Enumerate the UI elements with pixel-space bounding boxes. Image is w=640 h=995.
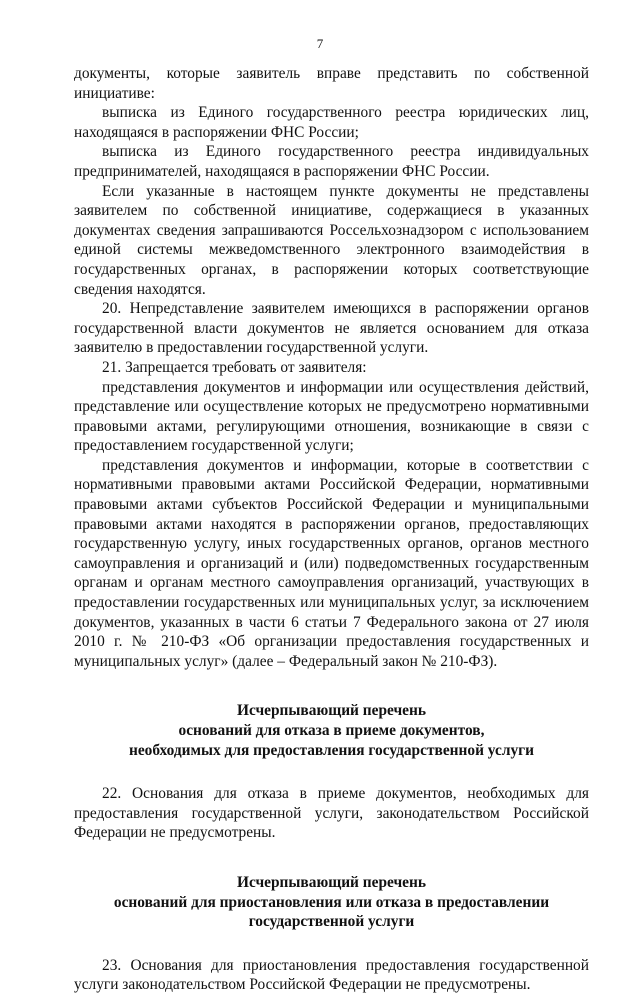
- paragraph-23: 23. Основания для приостановления предоставления государственной услуги законодательством Российской Федерации не предусмотрены.: [74, 956, 589, 994]
- spacer: [74, 843, 589, 873]
- paragraph-interagency-request: Если указанные в настоящем пункте документы не представлены заявителем по собственной инициативе, содержащиеся в указанных документах сведения запрашиваются Россельхознадзором с использованием единой системы межведомственного электронного взаимодействия в государственных органах, в распоряжении которых соответствующие сведения находятся.: [74, 182, 589, 298]
- page-number: 7: [316, 36, 324, 51]
- spacer: [74, 932, 589, 956]
- spacer: [74, 760, 589, 784]
- section-heading-suspension-refusal: [74, 873, 589, 932]
- paragraph-egrip-extract: выписка из Единого государственного реестра индивидуальных предпринимателей, находящаяся в распоряжении ФНС России.: [74, 143, 589, 180]
- document-body: [74, 64, 589, 995]
- paragraph-22: 22. Основания для отказа в приеме документов, необходимых для предоставления государственной услуги, законодательством Российской Федерации не предусмотрены.: [74, 785, 589, 842]
- paragraph-21-item-1: представления документов и информации или осуществления действий, представление или осуществление которых не предусмотрено нормативными правовыми актами, регулирующими отношения, возникающие в связи с предоставлением государственной услуги;: [74, 378, 589, 455]
- paragraph-egrul-extract: выписка из Единого государственного реестра юридических лиц, находящаяся в распоряжении ФНС России;: [74, 104, 589, 141]
- paragraph-documents-intro: документы, которые заявитель вправе представить по собственной инициативе:: [74, 65, 589, 102]
- paragraph-21-item-2: представления документов и информации, которые в соответствии с нормативными правовыми актами Российской Федерации, нормативными правовыми актами субъектов Российской Федерации и муниципальными правовыми актами находятся в распоряжении органов, предоставляющих государственную услугу, иных государственных органов, органов местного самоуправления и организаций и (или) подведомственных государственным органам и органам местного самоуправления организаций, участвующих в предоставлении государственных или муниципальных услуг, за исключением документов, указанных в части 6 статьи 7 Федерального закона от 27 июля 2010 г. № 210-ФЗ «Об организации предоставления государственных и муниципальных услуг» (далее – Федеральный закон № 210-ФЗ).: [74, 456, 589, 670]
- spacer: [74, 671, 589, 701]
- heading-line: Исчерпывающий перечень: [236, 702, 427, 720]
- paragraph-20: 20. Непредставление заявителем имеющихся в распоряжении органов государственной власти документов не является основанием для отказа заявителю в предоставлении государственной услуги.: [74, 300, 589, 357]
- heading-line: оснований для приостановления или отказа в предоставлении: [113, 893, 550, 911]
- section-heading-refusal-acceptance: [74, 701, 589, 760]
- heading-line: Исчерпывающий перечень: [236, 873, 427, 891]
- heading-line: оснований для отказа в приеме документов,: [178, 722, 485, 739]
- paragraph-21: 21. Запрещается требовать от заявителя:: [102, 358, 367, 376]
- heading-line: необходимых для предоставления государственной услуги: [128, 741, 535, 759]
- heading-line: государственной услуги: [248, 913, 415, 931]
